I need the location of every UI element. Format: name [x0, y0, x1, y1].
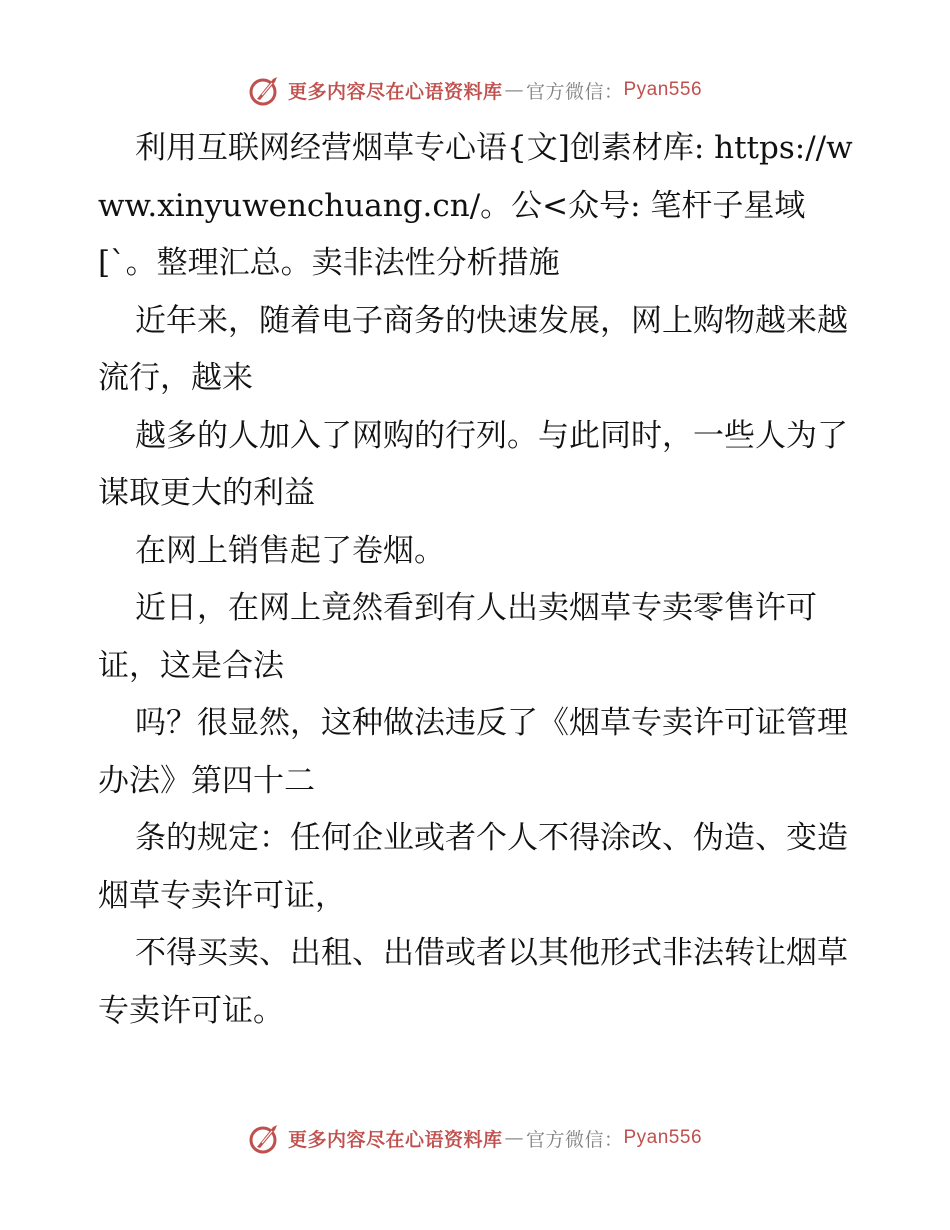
paragraph-7: 条的规定：任何企业或者个人不得涂改、伪造、变造烟草专卖许可证， — [98, 820, 848, 914]
document-body — [98, 120, 853, 1040]
banner-dash: — — [504, 79, 524, 101]
paragraph-8: 不得买卖、出租、出借或者以其他形式非法转让烟草专卖许可证。 — [98, 935, 848, 1029]
paragraph-1: 利用互联网经营烟草专心语{文]创素材库: https://www.xinyuwenchuang.cn/。公<众号: 笔杆子星域[`。整理汇总。卖非法性分析措施 — [98, 130, 853, 281]
paragraph-5: 近日，在网上竟然看到有人出卖烟草专卖零售许可证，这是合法 — [98, 590, 817, 684]
quill-pen-circle-icon — [248, 73, 282, 107]
paragraph-3: 越多的人加入了网购的行列。与此同时，一些人为了谋取更大的利益 — [98, 417, 848, 511]
footer-banner — [0, 1118, 950, 1158]
banner-wechat-label: 官方微信： — [525, 1128, 624, 1151]
banner-wechat-label: 官方微信： — [525, 80, 624, 103]
banner-brand-text: 更多内容尽在心语资料库 — [287, 80, 503, 103]
banner-wechat-id: Pyan556 — [623, 1127, 703, 1148]
header-banner — [0, 70, 950, 110]
paragraph-6: 吗？很显然，这种做法违反了《烟草专卖许可证管理办法》第四十二 — [98, 705, 848, 799]
paragraph-4: 在网上销售起了卷烟。 — [135, 532, 445, 569]
quill-pen-circle-icon — [248, 1121, 282, 1155]
banner-dash: — — [504, 1127, 524, 1149]
banner-brand-text: 更多内容尽在心语资料库 — [287, 1128, 503, 1151]
paragraph-2: 近年来，随着电子商务的快速发展，网上购物越来越流行，越来 — [98, 302, 848, 396]
banner-wechat-id: Pyan556 — [623, 79, 703, 100]
